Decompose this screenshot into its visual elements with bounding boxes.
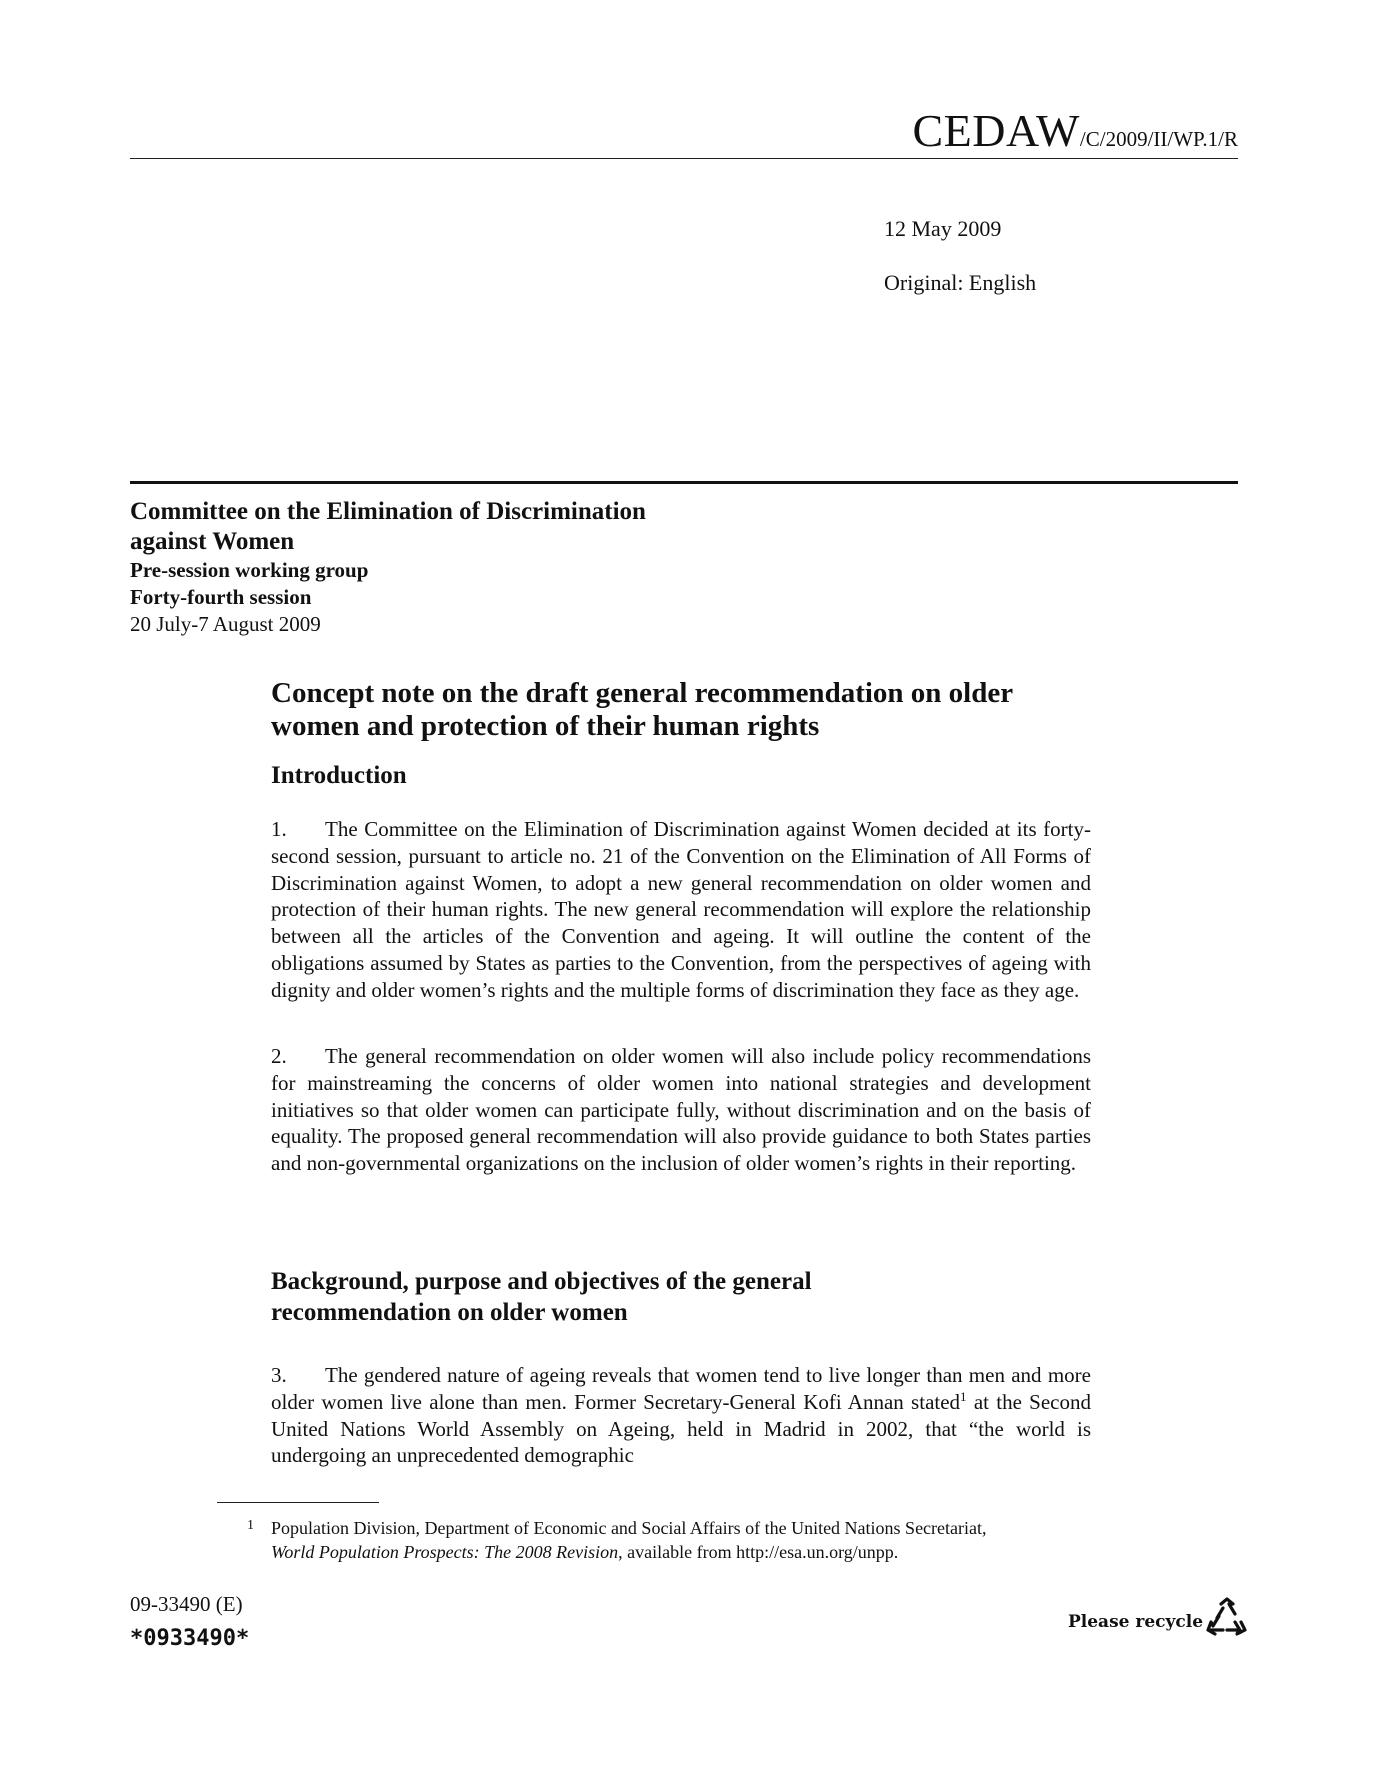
paragraph-2 [271,1043,1091,1177]
paragraph-3-text-b: at the Second United Nations World Assembly on Ageing, held in Madrid in 2002, that “the world is undergoing an unprecedented demographic [271,1389,1091,1468]
symbol-rest: /C/2009/II/WP.1/R [1079,127,1238,151]
title-line2: women and protection of their human rights [271,710,820,742]
session-name: Forty-fourth session [130,585,312,609]
paragraph-2-text: The general recommendation on older women will also include policy recommendations for mainstreaming the concerns of older women into national strategies and development initiatives so that older women can participate fully, without discrimination and on the basis of equality. The proposed general recommendation will also provide guidance to both States parties and non-governmental organizations on the inclusion of older women’s rights in their reporting. [271,1044,1091,1176]
recycle-label: Please recycle [1068,1611,1204,1632]
footnote-text [271,1516,1127,1564]
committee-name-line2: against Women [130,528,295,555]
footnote-text-a: Population Division, Department of Economic and Social Affairs of the United Nations Secretariat, [271,1518,987,1538]
recycle-icon [1205,1596,1249,1640]
document-symbol [912,105,1238,156]
heading-background-line2: recommendation on older women [271,1299,628,1326]
heading-background [271,1266,1091,1328]
title-line1: Concept note on the draft general recommendation on older [271,677,1014,709]
paragraph-3 [271,1362,1091,1469]
paragraph-3-text-a: The gendered nature of ageing reveals that women tend to live longer than men and more older women live alone than men. Former Secretary-General Kofi Annan stated [271,1363,1091,1414]
heading-introduction: Introduction [271,762,407,789]
footnote-1 [247,1516,1127,1564]
footnote-number: 1 [247,1518,254,1533]
footnote-reference[interactable]: 1 [960,1388,967,1404]
heading-background-line1: Background, purpose and objectives of the general [271,1268,812,1295]
paragraph-2-number: 2. [271,1044,287,1068]
footnote-publication-title: World Population Prospects: The 2008 Revision [271,1542,619,1562]
document-date: 12 May 2009 [884,216,1002,241]
header-rule [130,158,1238,159]
working-group: Pre-session working group [130,558,369,582]
session-dates: 20 July-7 August 2009 [130,612,321,636]
barcode-number: *0933490* [130,1626,250,1651]
job-number: 09-33490 (E) [130,1592,243,1616]
recycle-notice [1068,1596,1249,1640]
paragraph-1-number: 1. [271,817,287,841]
footnote-rule [217,1502,379,1503]
paragraph-1-text: The Committee on the Elimination of Discrimination against Women decided at its forty-second session, pursuant to article no. 21 of the Convention on the Elimination of All Forms of Discrimination against Women, to adopt a new general recommendation on older women and protection of their human rights. The new general recommendation will explore the relationship between all the articles of the Convention and ageing. It will outline the content of the obligations assumed by States as parties to the Convention, from the perspectives of ageing with dignity and older women’s rights and the multiple forms of discrimination they face as they age. [271,817,1091,1002]
committee-block [130,497,770,638]
committee-name-line1: Committee on the Elimination of Discrimination [130,498,646,525]
footnote-text-b: , available from http://esa.un.org/unpp. [618,1542,899,1562]
symbol-main: CEDAW [912,105,1080,156]
paragraph-3-number: 3. [271,1363,287,1387]
document-title [271,677,1091,743]
paragraph-1 [271,816,1091,1004]
original-language: Original: English [884,270,1037,295]
thick-divider [130,481,1238,484]
